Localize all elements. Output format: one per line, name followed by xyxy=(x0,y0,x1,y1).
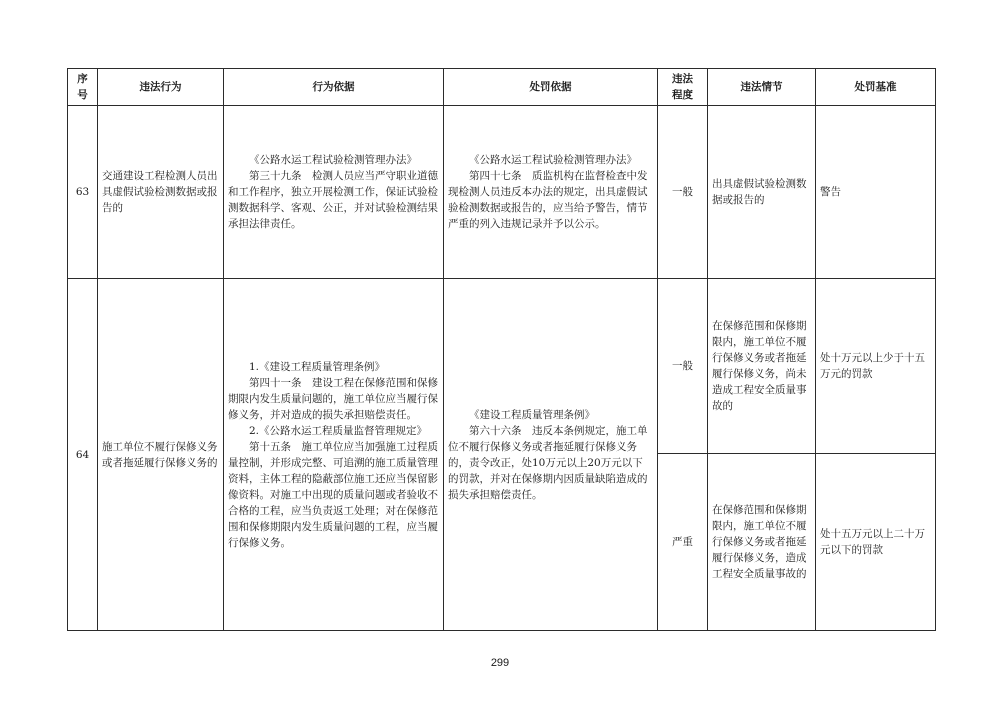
row-basis-act xyxy=(224,106,444,279)
law-article: 第四十一条 建设工程在保修范围和保修期限内发生质量问题的，施工单位应当履行保修义务，并对造成的损失承担赔偿责任。 xyxy=(228,376,438,421)
law-article: 第四十七条 质监机构在监督检查中发现检测人员违反本办法的规定，出具虚假试验检测数据或报告的，应当给予警告，情节严重的列入违规记录并予以公示。 xyxy=(448,170,648,230)
row-basis-act xyxy=(224,279,444,631)
law-title: 2.《公路水运工程质量监督管理规定》 xyxy=(249,424,428,437)
row-seq: 64 xyxy=(68,279,98,631)
law-title: 《公路水运工程试验检测管理办法》 xyxy=(249,154,417,166)
row-basis-penalty xyxy=(444,106,658,279)
row-standard: 警告 xyxy=(816,106,936,279)
row-behavior: 施工单位不履行保修义务或者拖延履行保修义务的 xyxy=(98,279,224,631)
row-standard: 处十万元以上少于十五万元的罚款 xyxy=(816,279,936,454)
header-standard: 处罚基准 xyxy=(816,69,936,106)
law-article: 第十五条 施工单位应当加强施工过程质量控制，并形成完整、可追溯的施工质量管理资料，主体工程的隐蔽部位施工还应当保留影像资料。对施工中出现的质量问题或者验收不合格的工程，应当负责返工处理；对在保修范围和保修期限内发生质量问题的工程，应当履行保修义务。 xyxy=(228,440,438,549)
row-circumstance: 在保修范围和保修期限内，施工单位不履行保修义务或者拖延履行保修义务，造成工程安全质量事故的 xyxy=(708,454,816,631)
header-seq: 序 号 xyxy=(68,69,98,106)
row-degree: 严重 xyxy=(658,454,708,631)
row-degree: 一般 xyxy=(658,279,708,454)
row-standard: 处十五万元以上二十万元以下的罚款 xyxy=(816,454,936,631)
row-degree: 一般 xyxy=(658,106,708,279)
row-circumstance: 在保修范围和保修期限内，施工单位不履行保修义务或者拖延履行保修义务，尚未造成工程安全质量事故的 xyxy=(708,279,816,454)
law-title: 1.《建设工程质量管理条例》 xyxy=(249,360,386,373)
header-behavior: 违法行为 xyxy=(98,69,224,106)
table-row xyxy=(68,279,936,454)
penalty-standard-table xyxy=(67,68,936,631)
law-title: 《公路水运工程试验检测管理办法》 xyxy=(469,154,637,166)
law-article: 第六十六条 违反本条例规定，施工单位不履行保修义务或者拖延履行保修义务的，责令改正，处10万元以上20万元以下的罚款，并对在保修期内因质量缺陷造成的损失承担赔偿责任。 xyxy=(448,424,648,501)
row-seq: 63 xyxy=(68,106,98,279)
header-degree: 违法 程度 xyxy=(658,69,708,106)
header-basis-penalty: 处罚依据 xyxy=(444,69,658,106)
header-circumstance: 违法情节 xyxy=(708,69,816,106)
law-title: 《建设工程质量管理条例》 xyxy=(469,408,595,421)
row-basis-penalty xyxy=(444,279,658,631)
page-number: 299 xyxy=(490,657,510,669)
row-behavior: 交通建设工程检测人员出具虚假试验检测数据或报告的 xyxy=(98,106,224,279)
row-circumstance: 出具虚假试验检测数据或报告的 xyxy=(708,106,816,279)
law-article: 第三十九条 检测人员应当严守职业道德和工作程序，独立开展检测工作，保证试验检测数据科学、客观、公正，并对试验检测结果承担法律责任。 xyxy=(228,170,438,230)
header-basis-act: 行为依据 xyxy=(224,69,444,106)
header-row xyxy=(68,69,936,106)
table-row xyxy=(68,106,936,279)
